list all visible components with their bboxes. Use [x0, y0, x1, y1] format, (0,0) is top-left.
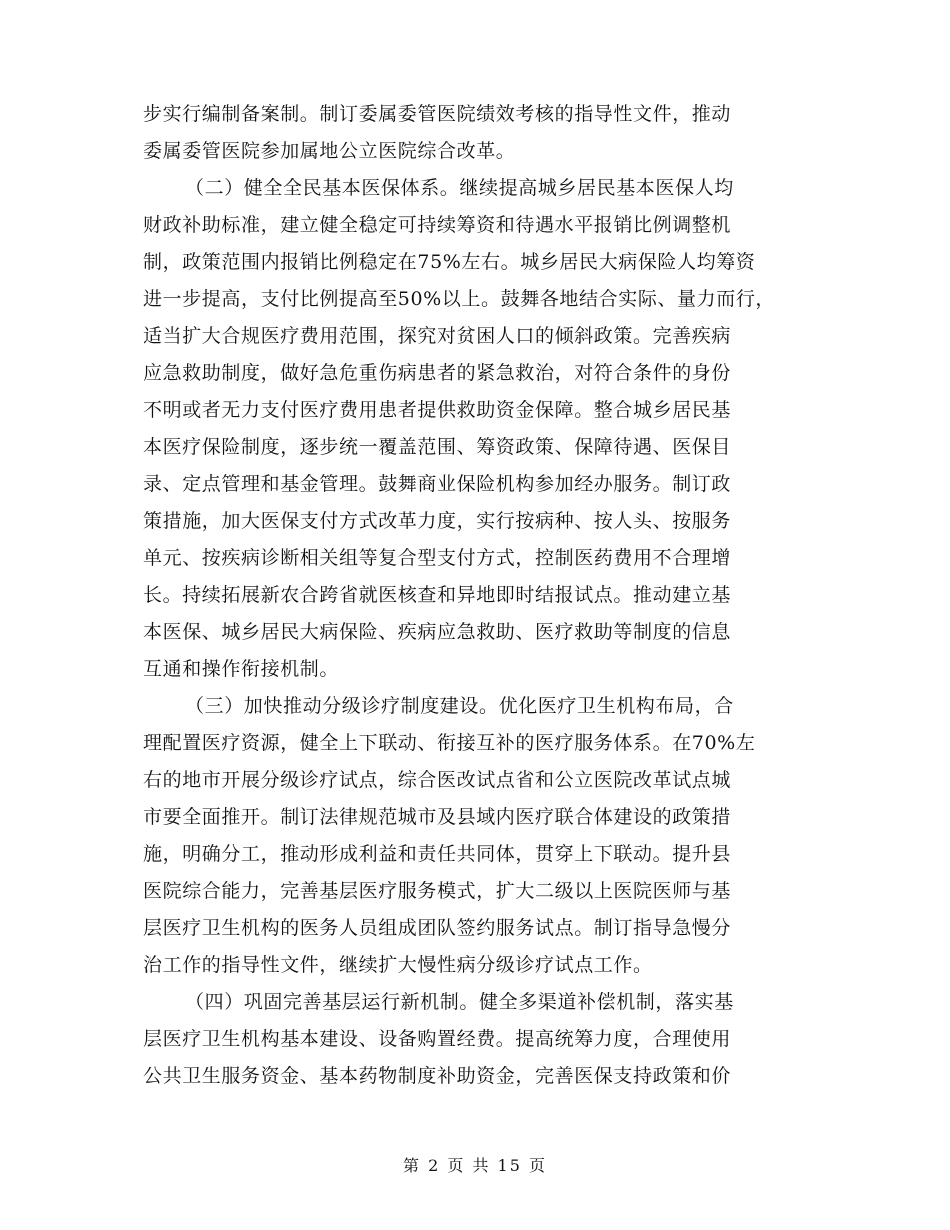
text-line: 医院综合能力，完善基层医疗服务模式，扩大二级以上医院医师与基 — [143, 880, 732, 902]
text-line: 公共卫生服务资金、基本药物制度补助资金，完善医保支持政策和价 — [143, 1065, 732, 1087]
text-line: 理配置医疗资源，健全上下联动、衔接互补的医疗服务体系。在70%左 — [143, 732, 756, 754]
text-line: 不明或者无力支付医疗费用患者提供救助资金保障。整合城乡居民基 — [143, 399, 732, 421]
text-line: 适当扩大合规医疗费用范围，探究对贫困人口的倾斜政策。完善疾病 — [143, 325, 732, 347]
text-line: 本医疗保险制度，逐步统一覆盖范围、筹资政策、保障待遇、医保目 — [143, 436, 732, 458]
text-line: 策措施，加大医保支付方式改革力度，实行按病种、按人头、按服务 — [143, 510, 732, 532]
text-line: 市要全面推开。制订法律规范城市及县域内医疗联合体建设的政策措 — [143, 806, 732, 828]
text-line: 层医疗卫生机构的医务人员组成团队签约服务试点。制订指导急慢分 — [143, 917, 732, 939]
text-line: 层医疗卫生机构基本建设、设备购置经费。提高统筹力度，合理使用 — [143, 1028, 732, 1050]
text-line: 委属委管医院参加属地公立医院综合改革。 — [143, 140, 516, 162]
text-line: 单元、按疾病诊断相关组等复合型支付方式，控制医药费用不合理增 — [143, 547, 732, 569]
text-line: 治工作的指导性文件，继续扩大慢性病分级诊疗试点工作。 — [143, 954, 653, 976]
document-body — [143, 96, 833, 1095]
text-line: 长。持续拓展新农合跨省就医核查和异地即时结报试点。推动建立基 — [143, 584, 732, 606]
text-line: 应急救助制度，做好急危重伤病患者的紧急救治，对符合条件的身份 — [143, 362, 732, 384]
text-line: 本医保、城乡居民大病保险、疾病应急救助、医疗救助等制度的信息 — [143, 621, 732, 643]
text-line: 互通和操作衔接机制。 — [143, 658, 340, 680]
text-line: （三）加快推动分级诊疗制度建设。优化医疗卫生机构布局，合 — [185, 695, 734, 717]
text-line: 施，明确分工，推动形成利益和责任共同体，贯穿上下联动。提升县 — [143, 843, 732, 865]
text-line: 右的地市开展分级诊疗试点，综合医改试点省和公立医院改革试点城 — [143, 769, 732, 791]
page-footer: 第 2 页 共 15 页 — [403, 1156, 547, 1175]
text-line: 进一步提高，支付比例提高至50%以上。鼓舞各地结合实际、量力而行， — [143, 288, 776, 310]
text-line: （二）健全全民基本医保体系。继续提高城乡居民基本医保人均 — [185, 177, 734, 199]
text-line: 制，政策范围内报销比例稳定在75%左右。城乡居民大病保险人均筹资 — [143, 251, 756, 273]
text-line: 财政补助标准，建立健全稳定可持续筹资和待遇水平报销比例调整机 — [143, 214, 732, 236]
text-line: 步实行编制备案制。制订委属委管医院绩效考核的指导性文件，推动 — [143, 103, 732, 125]
text-line: 录、定点管理和基金管理。鼓舞商业保险机构参加经办服务。制订政 — [143, 473, 732, 495]
text-line: （四）巩固完善基层运行新机制。健全多渠道补偿机制，落实基 — [185, 991, 734, 1013]
